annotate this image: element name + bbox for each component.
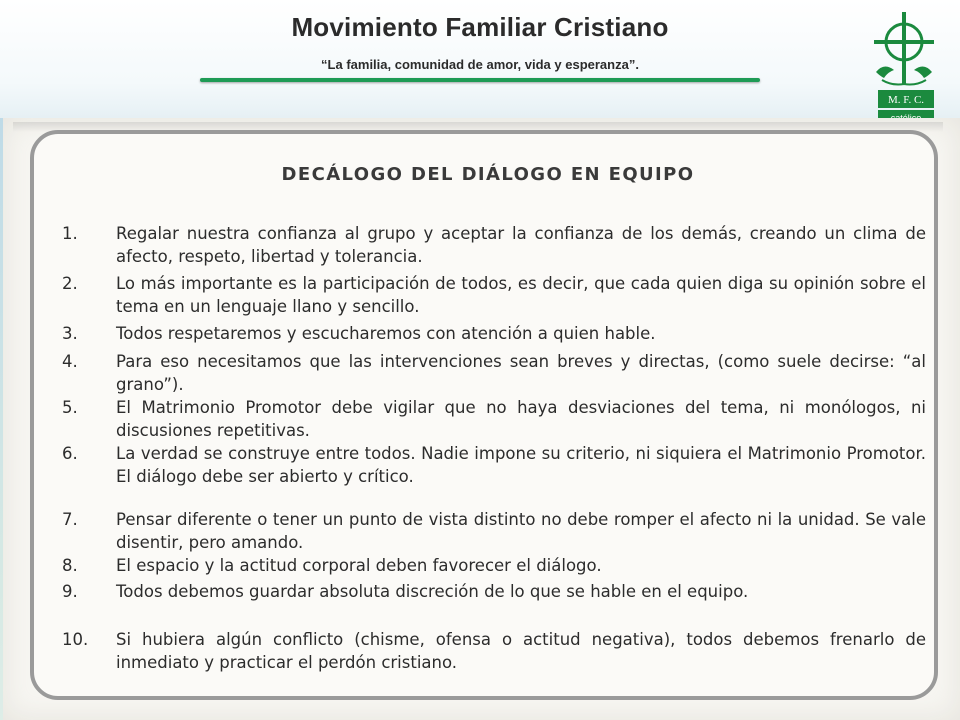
item-text: La verdad se construye entre todos. Nadie impone su criterio, ni siquiera el Matrimonio Promotor. El diálogo debe ser abierto y crítico. — [116, 444, 926, 486]
item-text: Pensar diferente o tener un punto de vista distinto no debe romper el afecto ni la unidad. Se vale disentir, pero amando. — [116, 510, 926, 552]
item-number: 5. — [62, 398, 78, 417]
item-number: 7. — [62, 510, 78, 529]
item-text: Regalar nuestra confianza al grupo y aceptar la confianza de los demás, creando un clima de afecto, respeto, libertad y tolerancia. — [116, 224, 926, 266]
item-text: Todos debemos guardar absoluta discreción de lo que se hable en el equipo. — [116, 582, 749, 601]
item-text: Si hubiera algún conflicto (chisme, ofensa o actitud negativa), todos debemos frenarlo de inmediato y practicar el perdón cristiano. — [116, 630, 926, 672]
item-number: 6. — [62, 444, 78, 463]
item-number: 2. — [62, 274, 78, 293]
item-text: Lo más importante es la participación de todos, es decir, que cada quien diga su opinión sobre el tema en un lenguaje llano y sencillo. — [116, 274, 926, 316]
item-number: 8. — [62, 556, 78, 575]
item-number: 4. — [62, 352, 78, 371]
title-underline — [200, 78, 760, 82]
item-text: El espacio y la actitud corporal deben favorecer el diálogo. — [116, 556, 602, 575]
decalogue-title: DECÁLOGO DEL DIÁLOGO EN EQUIPO — [281, 164, 695, 185]
item-number: 10. — [62, 630, 89, 649]
cross-dove-emblem-icon — [868, 10, 940, 120]
item-number: 1. — [62, 224, 78, 243]
slide-title: Movimiento Familiar Cristiano — [291, 12, 669, 42]
logo-text: M. F. C. — [887, 94, 925, 106]
decalogue-card — [30, 130, 938, 700]
item-number: 9. — [62, 582, 78, 601]
slide-header — [0, 0, 960, 118]
slide-subtitle: “La familia, comunidad de amor, vida y esperanza”. — [321, 57, 639, 72]
item-text: Para eso necesitamos que las intervenciones sean breves y directas, (como suele decirse: “al grano”). — [116, 352, 926, 394]
item-text: Todos respetaremos y escucharemos con atención a quien hable. — [116, 324, 656, 343]
item-text: El Matrimonio Promotor debe vigilar que no haya desviaciones del tema, ni monólogos, ni discusiones repetitivas. — [116, 398, 926, 440]
scanned-document — [3, 118, 960, 720]
mfc-logo — [868, 10, 940, 120]
item-number: 3. — [62, 324, 78, 343]
